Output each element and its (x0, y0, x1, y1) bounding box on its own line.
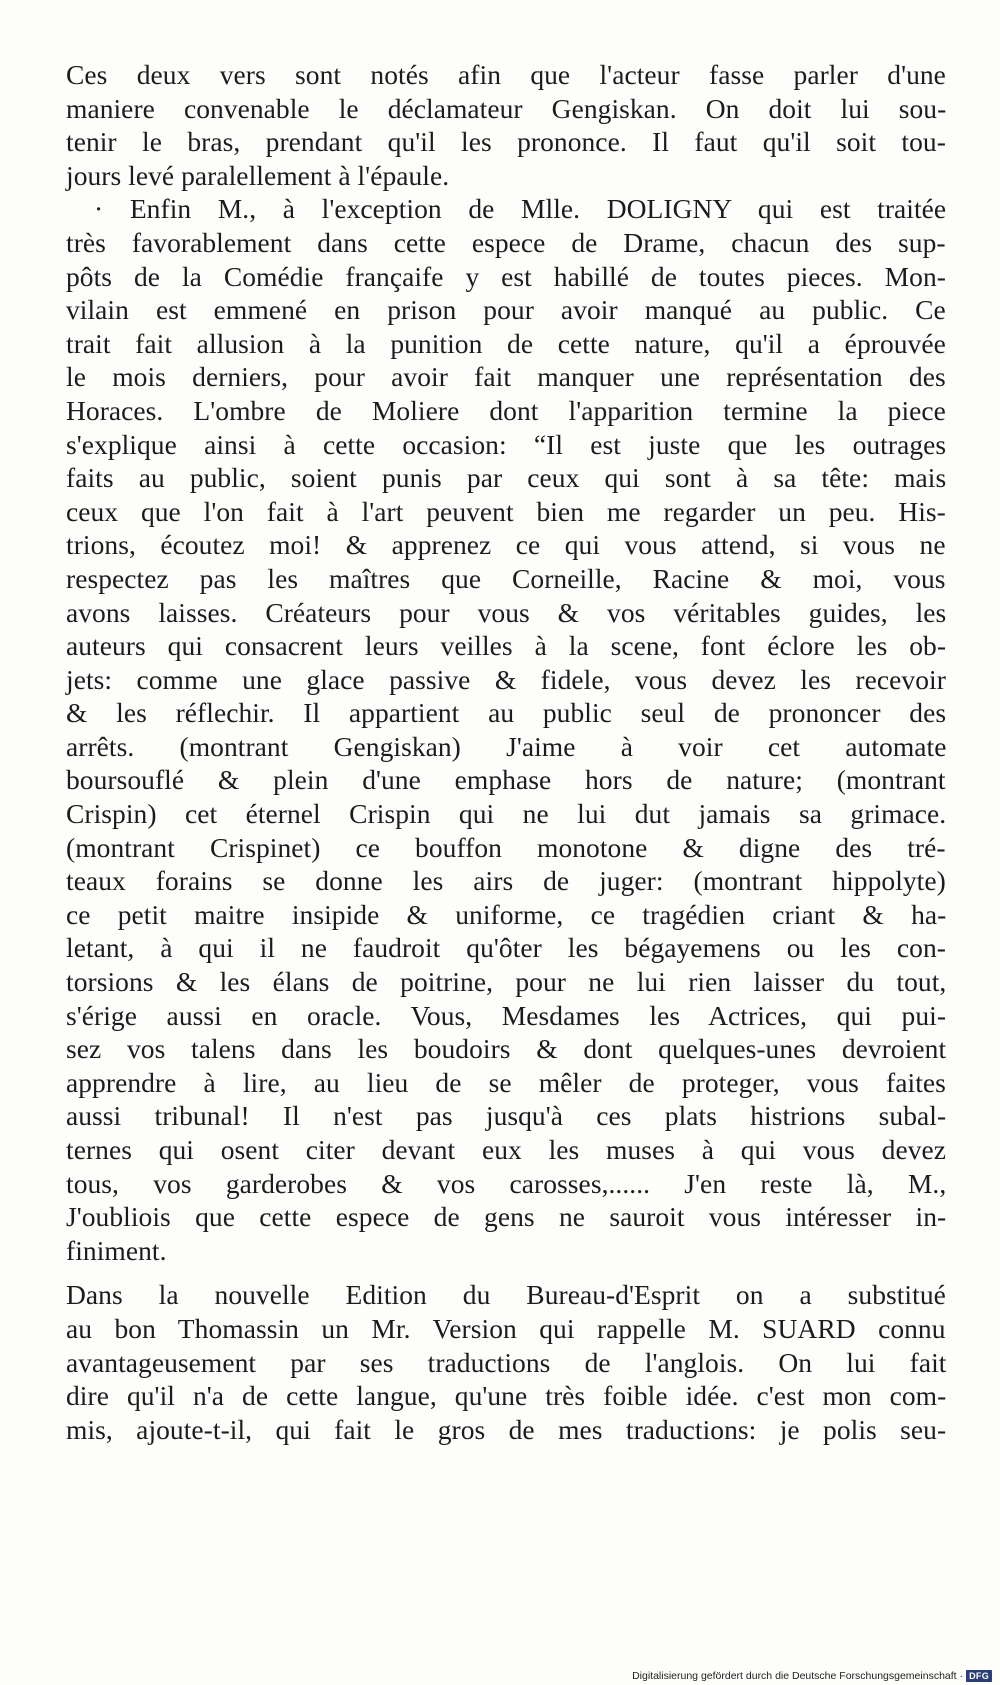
text-line-content: maniere convenable le déclamateur Gengiskan. On doit lui sou- (66, 92, 947, 124)
text-line (66, 1200, 946, 1234)
text-line (66, 1379, 946, 1413)
text-line (66, 125, 946, 159)
text-line (66, 1234, 946, 1268)
text-line-content: respectez pas les maîtres que Corneille, Racine & moi, vous (66, 562, 946, 594)
text-line (66, 428, 946, 462)
text-line-content: au bon Thomassin un Mr. Version qui rappelle M. SUARD connu (66, 1312, 946, 1344)
text-line-content: avons laisses. Créateurs pour vous & vos véritables guides, les (66, 596, 947, 628)
text-line-content: dire qu'il n'a de cette langue, qu'une très foible idée. c'est mon com- (66, 1380, 947, 1412)
text-line-content: faits au public, soient punis par ceux qui sont à sa tête: mais (66, 462, 947, 494)
text-line (66, 360, 946, 394)
text-line-content: Horaces. L'ombre de Moliere dont l'apparition termine la piece (66, 394, 946, 426)
text-line (66, 1032, 946, 1066)
text-line-content: auteurs qui consacrent leurs veilles à la scene, font éclore les ob- (66, 630, 947, 662)
text-line (66, 931, 946, 965)
text-line (66, 1346, 946, 1380)
text-line (66, 696, 946, 730)
text-line-content: jets: comme une glace passive & fidele, vous devez les recevoir (66, 663, 946, 695)
text-line-content: boursouflé & plein d'une emphase hors de nature; (montrant (66, 764, 946, 796)
text-line (66, 327, 946, 361)
text-line-content: Crispin) cet éternel Crispin qui ne lui dut jamais sa grimace. (66, 798, 947, 830)
text-line (66, 596, 946, 630)
text-line-content: ternes qui osent citer devant eux les muses à qui vous devez (66, 1134, 947, 1165)
text-line-content: s'érige aussi en oracle. Vous, Mesdames les Actrices, qui pui- (66, 999, 947, 1031)
text-line-content: le mois derniers, pour avoir fait manquer une représentation des (66, 361, 946, 393)
text-line-content: mis, ajoute-t-il, qui fait le gros de mes traductions: je polis seu- (66, 1413, 947, 1445)
text-line (66, 1133, 946, 1167)
text-line (66, 730, 946, 764)
text-line-content: & les réflechir. Il appartient au public seul de prononcer des (66, 697, 947, 729)
text-line (66, 58, 946, 92)
text-line-content: tenir le bras, prendant qu'il les prononce. Il faut qu'il soit tou- (66, 126, 946, 158)
text-line (66, 763, 946, 797)
text-line-content: jours levé paralellement à l'épaule. (66, 159, 450, 191)
text-line (66, 1413, 946, 1447)
text-line (66, 562, 946, 596)
text-line (66, 831, 946, 865)
text-line (66, 528, 946, 562)
text-line (66, 1278, 946, 1312)
text-line-content: ceux que l'on fait à l'art peuvent bien me regarder un peu. His- (66, 495, 946, 527)
text-line (66, 797, 946, 831)
text-line (66, 293, 946, 327)
text-line (66, 864, 946, 898)
text-line (66, 260, 946, 294)
text-line (66, 629, 946, 663)
text-line (66, 192, 946, 226)
text-line-content: Dans la nouvelle Edition du Bureau-d'Esprit on a substitué (66, 1279, 946, 1311)
text-line-content: torsions & les élans de poitrine, pour ne lui rien laisser du tout, (66, 966, 947, 998)
text-line-content: (montrant Crispinet) ce bouffon monotone & digne des tré- (66, 831, 946, 863)
text-line-content: apprendre à lire, au lieu de se mêler de proteger, vous faites (66, 1066, 946, 1098)
text-line-content: aussi tribunal! Il n'est pas jusqu'à ces plats histrions subal- (66, 1100, 947, 1132)
text-line-content: ce petit maitre insipide & uniforme, ce tragédien criant & ha- (66, 898, 947, 930)
dfg-logo-icon: DFG (966, 1670, 992, 1682)
text-line (66, 394, 946, 428)
text-line-content: trions, écoutez moi! & apprenez ce qui vous attend, si vous ne (66, 529, 946, 561)
text-line-content: très favorablement dans cette espece de Drame, chacun des sup- (66, 226, 946, 258)
text-line-content: finiment. (66, 1234, 167, 1266)
text-line-content: arrêts. (montrant Gengiskan) J'aime à voir cet automate (66, 730, 947, 762)
text-line-content: teaux forains se donne les airs de juger: (montrant hippolyte) (66, 865, 946, 897)
text-line-content: J'oubliois que cette espece de gens ne sauroit vous intéresser in- (66, 1201, 947, 1233)
text-line (66, 159, 946, 193)
text-line (66, 92, 946, 126)
text-line-content: letant, à qui il ne faudroit qu'ôter les bégayemens ou les con- (66, 932, 946, 964)
text-line (66, 965, 946, 999)
text-line-content: sez vos talens dans les boudoirs & dont quelques-unes devroient (66, 1033, 947, 1065)
text-line (66, 1066, 946, 1100)
text-line (66, 461, 946, 495)
text-line-content: trait fait allusion à la punition de cette nature, qu'il a éprouvée (66, 327, 946, 359)
text-line (66, 1312, 946, 1346)
text-line (66, 226, 946, 260)
text-line (66, 663, 946, 697)
text-line (66, 898, 946, 932)
text-line-content: avantageusement par ses traductions de l'anglois. On lui fait (66, 1346, 947, 1378)
digitization-credit: Digitalisierung gefördert durch die Deutsche Forschungsgemeinschaft · DFG (632, 1670, 992, 1682)
text-line (66, 999, 946, 1033)
text-line-content: · Enfin M., à l'exception de Mlle. DOLIGNY qui est traitée (94, 193, 947, 225)
text-line-content: vilain est emmené en prison pour avoir manqué au public. Ce (66, 294, 946, 326)
text-line-content: pôts de la Comédie françaife y est habillé de toutes pieces. Mon- (66, 260, 946, 292)
text-line (66, 495, 946, 529)
text-line (66, 1099, 946, 1133)
text-line (66, 1167, 946, 1201)
page-text (66, 58, 946, 1446)
text-line-content: tous, vos garderobes & vos carosses,...... J'en reste là, M., (66, 1167, 947, 1199)
text-line-content: s'explique ainsi à cette occasion: “Il est juste que les outrages (66, 428, 947, 460)
text-line-content: Ces deux vers sont notés afin que l'acteur fasse parler d'une (66, 59, 946, 90)
credit-text: Digitalisierung gefördert durch die Deutsche Forschungsgemeinschaft (632, 1670, 957, 1682)
